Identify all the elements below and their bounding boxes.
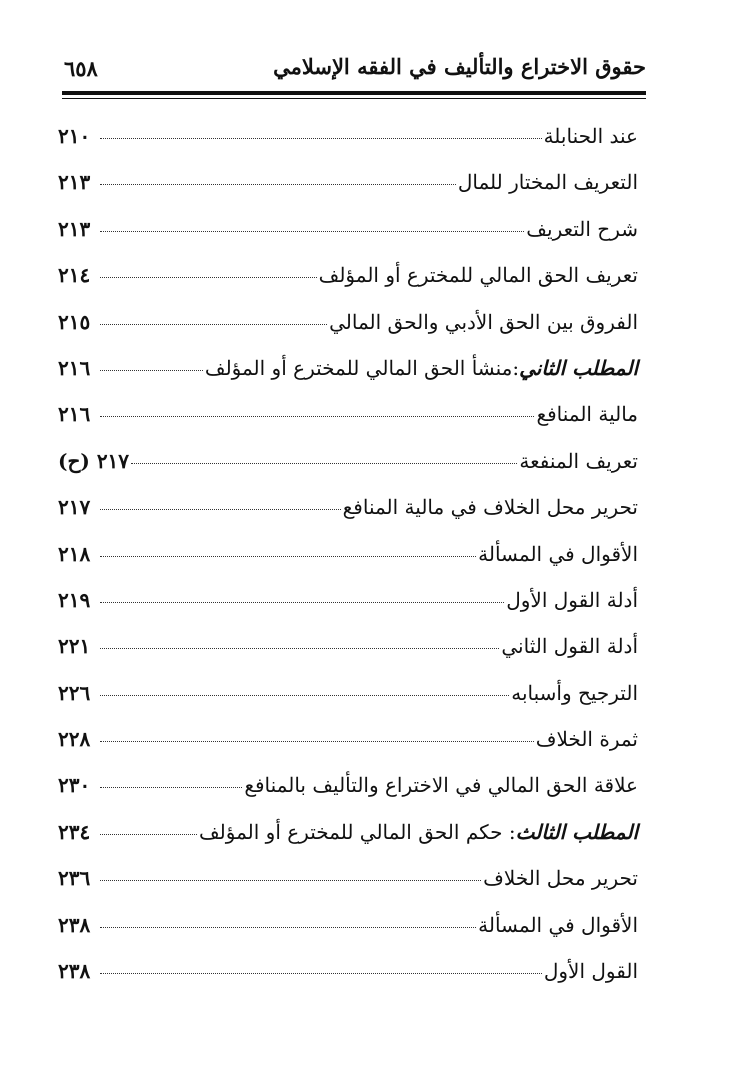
toc-entry-page: ٢١٦ (58, 402, 91, 427)
toc-entry-text: أدلة القول الأول (506, 587, 638, 612)
toc-entry-text: تحرير محل الخلاف (483, 866, 638, 891)
dot-leader (100, 324, 327, 325)
toc-entry-text: شرح التعريف (526, 216, 638, 241)
toc-entry (58, 588, 638, 634)
toc-entry-page: ٢١٥ (58, 309, 91, 334)
page-number: ٦٥٨ (64, 56, 98, 81)
toc-entry-page: ٢١٣ (58, 216, 91, 241)
dot-leader (100, 695, 509, 696)
toc-entry-page: ٢٣٠ (58, 773, 91, 798)
dot-leader (100, 370, 203, 371)
toc-entry-page: ٢١٧ (58, 495, 91, 520)
toc-entry-text: القول الأول (543, 959, 638, 984)
toc-entry (58, 542, 638, 588)
toc-entry (58, 402, 638, 448)
dot-leader (100, 834, 197, 835)
toc-entry (58, 913, 638, 959)
dot-leader (100, 277, 317, 278)
toc-entry-page: ٢٢٦ (58, 680, 91, 705)
toc-entry-text: :منشأ الحق المالي للمخترع أو المؤلف (204, 355, 520, 380)
toc-entry-page: ٢١٣ (58, 170, 91, 195)
toc-entry (58, 263, 638, 309)
toc-entry-text: : حكم الحق المالي للمخترع أو المؤلف (198, 819, 516, 844)
toc-entry-page: ٢١٩ (58, 587, 91, 612)
toc-entry-title (501, 634, 638, 658)
toc-entry-text: الفروق بين الحق الأدبي والحق المالي (329, 309, 638, 334)
toc-entry-page: ٢١٠ (58, 124, 91, 148)
toc-entry-text: تعريف الحق المالي للمخترع أو المؤلف (318, 263, 638, 288)
toc-entry-title (205, 356, 638, 380)
dot-leader (100, 973, 542, 974)
toc-entry (58, 495, 638, 541)
dot-leader (100, 184, 456, 185)
toc-entry (58, 820, 638, 866)
toc-entry-page: ٢١٨ (58, 541, 91, 566)
toc-entry-text: تعريف المنفعة (519, 448, 638, 473)
dot-leader (100, 138, 542, 139)
toc-entry-section-label: المطلب الثالث (515, 819, 638, 844)
toc-entry-title (536, 727, 638, 751)
table-of-contents (58, 124, 638, 1005)
toc-entry-title (343, 495, 638, 519)
dot-leader (100, 416, 534, 417)
dot-leader (100, 556, 476, 557)
toc-entry (58, 959, 638, 1005)
toc-entry (58, 727, 638, 773)
toc-entry-title (319, 263, 638, 287)
toc-entry-page: ٢٢٨ (58, 727, 91, 752)
toc-entry-title (519, 449, 638, 473)
toc-entry (58, 681, 638, 727)
toc-entry-text: الأقوال في المسألة (478, 541, 638, 566)
dot-leader (131, 463, 517, 464)
toc-entry (58, 356, 638, 402)
toc-entry-title (478, 542, 638, 566)
toc-entry-title (478, 913, 638, 937)
toc-entry-text: الترجيح وأسبابه (511, 680, 638, 705)
toc-entry-text: مالية المنافع (536, 402, 638, 427)
header-rule-thin (62, 98, 646, 99)
dot-leader (100, 231, 524, 232)
toc-entry-text: أدلة القول الثاني (501, 634, 638, 659)
toc-entry-title (329, 310, 638, 334)
toc-entry (58, 773, 638, 819)
toc-entry-title (506, 588, 638, 612)
toc-entry-title (199, 820, 638, 844)
dot-leader (100, 509, 341, 510)
toc-entry-text: ثمرة الخلاف (535, 727, 638, 752)
dot-leader (100, 741, 534, 742)
toc-entry (58, 310, 638, 356)
toc-entry-title (544, 124, 638, 148)
toc-entry-title (526, 217, 638, 241)
dot-leader (100, 787, 242, 788)
header-rule-thick (62, 91, 646, 95)
running-title: حقوق الاختراع والتأليف في الفقه الإسلامي (273, 54, 646, 79)
toc-entry (58, 866, 638, 912)
dot-leader (100, 602, 504, 603)
toc-entry (58, 634, 638, 680)
toc-entry-title (536, 402, 638, 426)
toc-entry (58, 217, 638, 263)
toc-entry-page: ٢٣٨ (58, 959, 91, 984)
toc-entry-text: علاقة الحق المالي في الاختراع والتأليف بالمنافع (244, 773, 638, 798)
toc-entry (58, 124, 638, 170)
toc-entry-page: ٢٣٨ (58, 912, 91, 937)
toc-entry-page: ٢٣٦ (58, 866, 91, 891)
dot-leader (100, 880, 481, 881)
toc-entry-section-label: المطلب الثاني (519, 355, 638, 380)
toc-entry-page: ٢١٤ (58, 263, 91, 288)
toc-entry-title (458, 170, 638, 194)
toc-entry-page: ٢٢١ (58, 634, 91, 659)
toc-entry-title (544, 959, 638, 983)
toc-entry (58, 170, 638, 216)
toc-entry-text: الأقوال في المسألة (478, 912, 638, 937)
toc-entry-title (511, 681, 638, 705)
toc-entry-title (483, 866, 638, 890)
dot-leader (100, 927, 476, 928)
toc-entry-page: ٢١٧ (ح) (58, 448, 130, 473)
page-header (62, 44, 646, 96)
toc-entry-title (244, 773, 638, 797)
dot-leader (100, 648, 499, 649)
toc-entry-page: ٢١٦ (58, 355, 91, 380)
toc-entry-text: التعريف المختار للمال (457, 170, 638, 195)
toc-entry (58, 449, 638, 495)
toc-entry-text: تحرير محل الخلاف في مالية المنافع (342, 495, 638, 520)
toc-entry-text: عند الحنابلة (543, 124, 638, 148)
toc-entry-page: ٢٣٤ (58, 819, 91, 844)
